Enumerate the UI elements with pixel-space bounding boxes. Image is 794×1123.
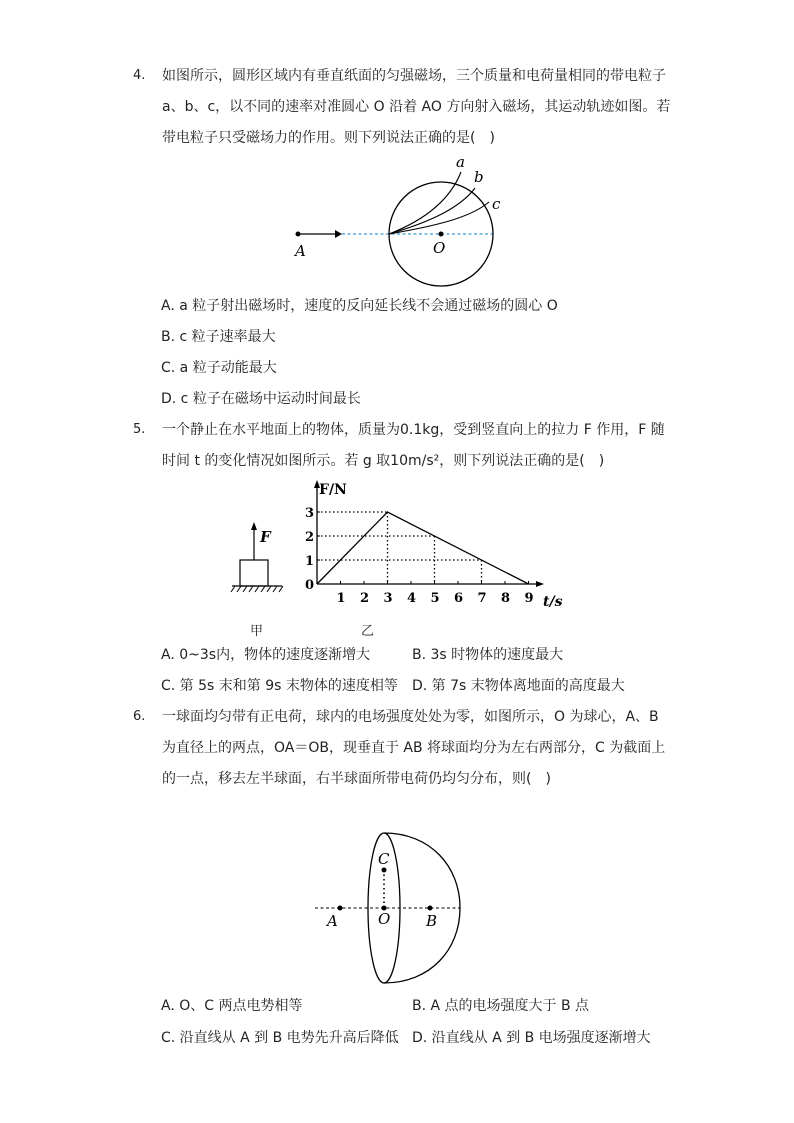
question-text-line: a、b、c，以不同的速率对准圆心 O 沿着 AO 方向射入磁场，其运动轨迹如图。若: [162, 99, 671, 115]
x-tick-label-8: 8: [501, 591, 511, 606]
x-tick-label-9: 9: [524, 591, 534, 606]
label-A: A: [295, 242, 306, 260]
point-B: [428, 906, 433, 911]
force-arrowhead: [251, 522, 257, 530]
question-number: 4.: [133, 68, 146, 83]
point-O: [439, 232, 444, 237]
label-a: a: [456, 153, 465, 171]
point-C: [382, 868, 387, 873]
y-axis-label: F/N: [319, 482, 347, 498]
force-label: F: [260, 528, 271, 546]
series-line-F: [317, 512, 529, 584]
option-C[interactable]: C. a 粒子动能最大: [161, 360, 277, 376]
block: [240, 560, 268, 586]
y-tick-label-2: 2: [305, 530, 315, 545]
option-A[interactable]: A. 0~3s内，物体的速度逐渐增大: [161, 647, 371, 663]
magnetic-field-figure: [285, 150, 515, 290]
x-tick-label-7: 7: [477, 591, 487, 606]
x-tick-label-4: 4: [407, 591, 417, 606]
x-tick-label-5: 5: [430, 591, 440, 606]
question-text-line: 一球面均匀带有正电荷，球内的电场强度处处为零，如图所示，O 为球心，A、B: [162, 709, 659, 725]
incident-arrowhead: [335, 230, 342, 238]
label-B: B: [426, 912, 438, 930]
chart-series: [317, 512, 529, 584]
question-text-line: 一个静止在水平地面上的物体，质量为0.1kg，受到竖直向上的拉力 F 作用，F 随: [162, 422, 665, 438]
label-O: O: [433, 239, 446, 257]
y-tick-label-3: 3: [305, 506, 315, 521]
question-text-line: 带电粒子只受磁场力的作用。则下列说法正确的是( ): [162, 130, 495, 146]
ground-hatching: [231, 586, 283, 592]
point-A: [338, 906, 343, 911]
point-A: [296, 232, 301, 237]
option-B[interactable]: B. c 粒子速率最大: [161, 329, 276, 345]
trajectory-b: [389, 188, 475, 234]
option-B[interactable]: B. A 点的电场强度大于 B 点: [412, 998, 590, 1014]
question-text-line: 为直径上的两点，OA＝OB，现垂直于 AB 将球面均分为左右两部分，C 为截面上: [162, 740, 666, 756]
block-figure: [228, 518, 288, 598]
force-time-chart: [298, 474, 568, 614]
question-text-line: 的一点，移去左半球面，右半球面所带电荷仍均匀分布，则( ): [162, 771, 551, 787]
hemisphere-figure: [310, 826, 470, 991]
question-text-line: 如图所示，圆形区域内有垂直纸面的匀强磁场，三个质量和电荷量相同的带电粒子: [162, 68, 666, 84]
option-B[interactable]: B. 3s 时物体的速度最大: [412, 647, 564, 663]
option-A[interactable]: A. a 粒子射出磁场时，速度的反向延长线不会通过磁场的圆心 O: [161, 298, 558, 314]
option-D[interactable]: D. 第 7s 末物体离地面的高度最大: [412, 678, 625, 694]
question-text-line: 时间 t 的变化情况如图所示。若 g 取10m/s²，则下列说法正确的是( ): [162, 453, 605, 469]
x-axis-label: t/s: [543, 594, 563, 610]
option-D[interactable]: D. c 粒子在磁场中运动时间最长: [161, 391, 361, 407]
label-A: A: [327, 912, 338, 930]
x-tick-label-1: 1: [336, 591, 346, 606]
x-axis-arrowhead: [536, 581, 544, 587]
x-tick-label-6: 6: [454, 591, 464, 606]
caption-jia: 甲: [250, 624, 264, 639]
question-number: 6.: [133, 709, 146, 724]
label-b: b: [474, 168, 484, 186]
option-A[interactable]: A. O、C 两点电势相等: [161, 998, 303, 1014]
option-C[interactable]: C. 第 5s 末和第 9s 末物体的速度相等: [161, 678, 398, 694]
question-number: 5.: [133, 422, 146, 437]
y-tick-label-1: 1: [305, 554, 315, 569]
x-tick-label-3: 3: [383, 591, 393, 606]
origin-label: 0: [305, 578, 315, 593]
label-C: C: [378, 850, 390, 868]
label-c: c: [492, 195, 501, 213]
label-O: O: [378, 910, 391, 928]
option-D[interactable]: D. 沿直线从 A 到 B 电场强度逐渐增大: [412, 1030, 651, 1046]
x-tick-label-2: 2: [360, 591, 370, 606]
caption-yi: 乙: [361, 624, 375, 639]
option-C[interactable]: C. 沿直线从 A 到 B 电势先升高后降低: [161, 1030, 399, 1046]
chart-tick-labels: [305, 506, 534, 606]
